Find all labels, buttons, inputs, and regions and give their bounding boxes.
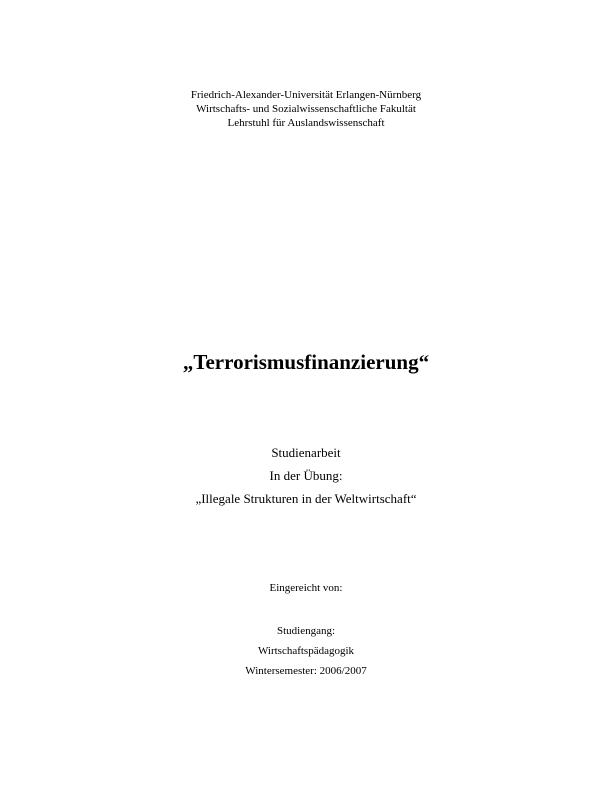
faculty-name: Wirtschafts- und Sozialwissenschaftliche Fakultät	[196, 103, 416, 115]
program-label: Studiengang:	[276, 625, 336, 637]
submitted-by-label: Eingereicht von:	[269, 582, 343, 594]
document-title: „Terrorismusfinanzierung“	[182, 350, 430, 374]
exercise-label: In der Übung:	[269, 468, 343, 483]
work-type: Studienarbeit	[271, 445, 341, 460]
semester: Wintersemester: 2006/2007	[245, 665, 367, 677]
program-name: Wirtschaftspädagogik	[257, 645, 355, 657]
chair-name: Lehrstuhl für Auslandswissenschaft	[227, 117, 385, 129]
university-name: Friedrich-Alexander-Universität Erlangen-Nürnberg	[190, 89, 422, 101]
exercise-title: „Illegale Strukturen in der Weltwirtschaft“	[195, 491, 417, 506]
